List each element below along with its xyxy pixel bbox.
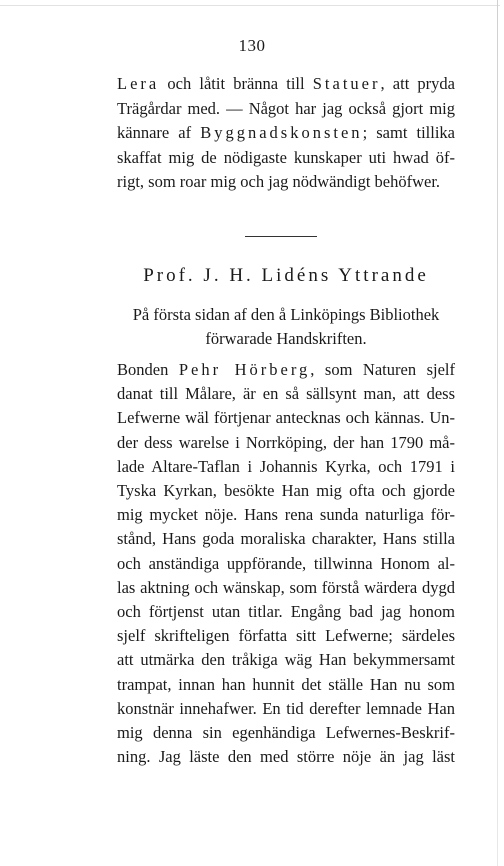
text-run: lade Altare-Taflan i Johannis Kyrka, och 1791 i (117, 456, 455, 476)
spaced-name: Byggnadskonsten (200, 123, 363, 142)
text-run: att utmärka den tråkiga wäg Han bekymmersamt (117, 650, 455, 670)
spaced-name: Statuer (312, 74, 381, 93)
text-line (117, 456, 455, 478)
text-run: och förtjenst utan titlar. Engång bad jag honom (117, 602, 455, 621)
text-run: och låtit bränna till (159, 74, 313, 93)
page-edge-shadow (497, 0, 498, 866)
section-subtitle-line-2: förwarade Handskriften. (205, 329, 367, 348)
text-run: mig mycket nöje. Hans rena sunda naturliga för- (117, 505, 455, 525)
text-line (117, 171, 455, 193)
text-line (117, 407, 455, 429)
spaced-name: Pehr Hörberg (178, 360, 311, 379)
text-run: mig denna sin egenhändiga Lefwernes-Beskrif- (117, 723, 455, 742)
text-line (117, 432, 455, 454)
text-line (117, 528, 455, 550)
text-run: stånd, Hans goda moraliska charakter, Hans stilla (117, 529, 455, 549)
text-run: trampat, innan han hunnit det ställe Han nu som (117, 674, 455, 694)
text-line (117, 674, 455, 696)
text-run: skaffat mig de nödigaste kunskaper uti hwad öf- (117, 147, 455, 167)
text-line (117, 147, 455, 169)
text-line (117, 122, 455, 144)
text-run: ; samt tillika (362, 123, 455, 142)
text-run: Bonden (117, 360, 179, 379)
spaced-name: Lera (117, 74, 160, 93)
text-run: konstnär innehafwer. En tid derefter lemnade Han (117, 698, 455, 718)
text-run: las aktning och wänskap, som förstå wärdera dygd (117, 577, 455, 597)
text-run: der dess warelse i Norrköping, der han 1790 må- (117, 432, 455, 452)
section-divider (245, 236, 317, 237)
text-run: och anständiga uppförande, tillwinna Honom al- (117, 553, 455, 573)
text-run: sjelf skrifteligen författa sitt Lefwerne; särdeles (117, 626, 455, 646)
text-run: Tyska Kyrkan, besökte Han mig ofta och gjorde (117, 481, 455, 500)
text-line (117, 746, 455, 768)
text-run: ning. Jag läste den med större nöje än jag läst (117, 747, 455, 767)
text-run: Lefwerne wäl förtjenar antecknas och kännas. Un- (117, 408, 455, 428)
text-run: , som Naturen sjelf (310, 360, 455, 379)
text-line (117, 625, 455, 647)
text-line (117, 601, 455, 623)
page-number: 130 (238, 36, 266, 55)
text-line (117, 649, 455, 671)
text-run: danat till Målare, är en så sällsynt man, att dess (117, 384, 455, 404)
section-heading: Prof. J. H. Lidéns Yttrande (143, 265, 429, 286)
text-line (117, 359, 455, 381)
text-line (117, 553, 455, 575)
text-line (117, 480, 455, 502)
text-run: kännare af (117, 123, 201, 142)
text-run: , att pryda (380, 74, 456, 93)
text-line (117, 383, 455, 405)
section-subtitle-line-1: På första sidan af den å Linköpings Bibliothek (132, 305, 440, 324)
text-line (117, 698, 455, 720)
text-line (117, 504, 455, 526)
text-run: rigt, som roar mig och jag nödwändigt behöfwer. (117, 172, 441, 191)
text-line (117, 722, 455, 744)
page-edge-line (0, 5, 500, 6)
text-line (117, 577, 455, 599)
text-line (117, 98, 455, 120)
text-run: Trägårdar med. — Något har jag också gjort mig (117, 98, 455, 118)
text-line (117, 73, 455, 95)
